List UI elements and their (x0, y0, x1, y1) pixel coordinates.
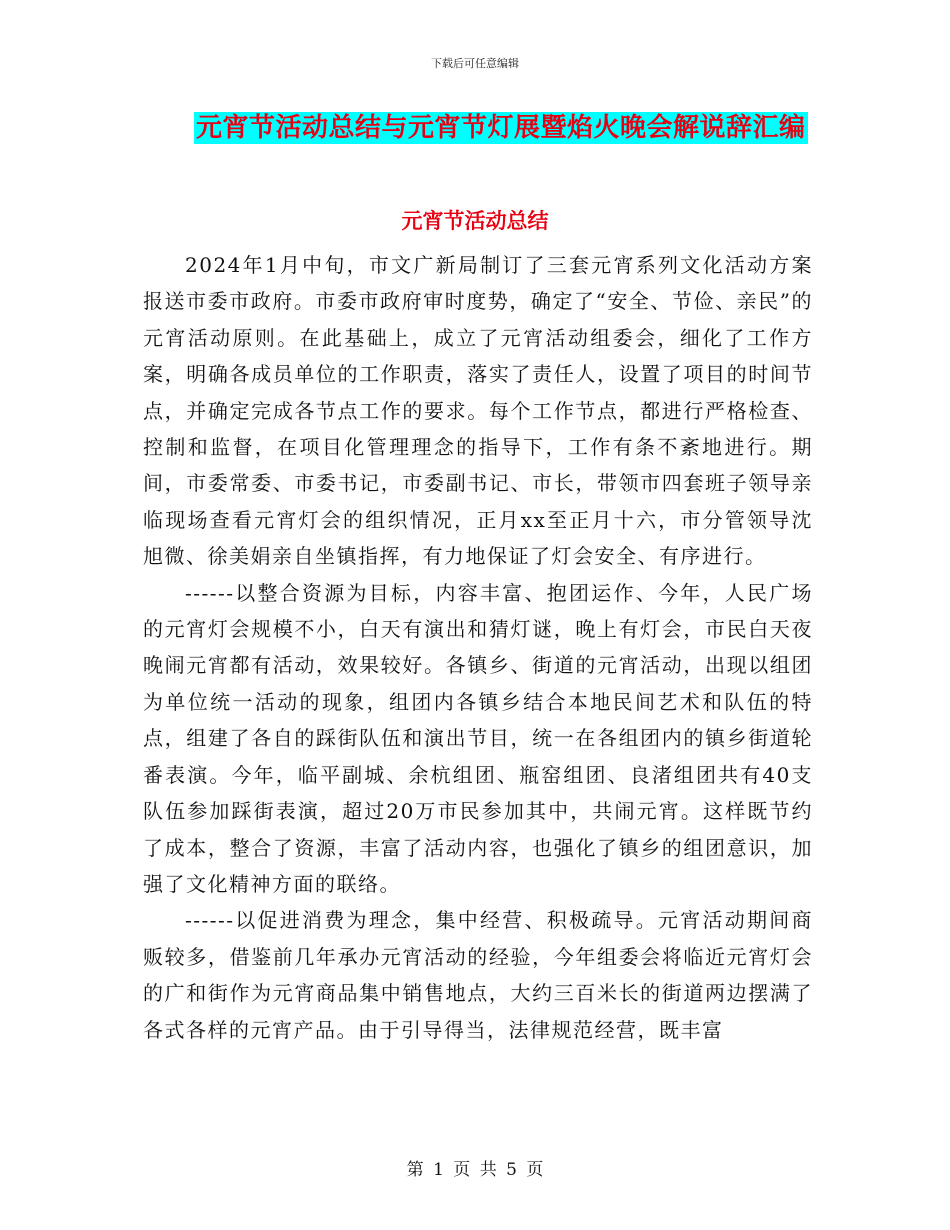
paragraph: ------以整合资源为目标，内容丰富、抱团运作、今年，人民广场的元宵灯会规模不小，白天有演出和猜灯谜，晚上有灯会，市民白天夜晚闹元宵都有活动，效果较好。各镇乡、街道的元宵活动，出现以组团为单位统一活动的现象，组团内各镇乡结合本地民间艺术和队伍的特点，组建了各自的踩街队伍和演出节目，统一在各组团内的镇乡街道轮番表演。今年，临平副城、余杭组团、瓶窑组团、良渚组团共有40支队伍参加踩街表演，超过20万市民参加其中，共闹元宵。这样既节约了成本，整合了资源，丰富了活动内容，也强化了镇乡的组团意识，加强了文化精神方面的联络。 (143, 580, 813, 896)
document-title: 元宵节活动总结与元宵节灯展暨焰火晚会解说辞汇编 (196, 113, 806, 143)
paragraph: ------以促进消费为理念，集中经营、积极疏导。元宵活动期间商贩较多，借鉴前几年承办元宵活动的经验，今年组委会将临近元宵灯会的广和街作为元宵商品集中销售地点，大约三百米长的街道两边摆满了各式各样的元宵产品。由于引导得当，法律规范经营，既丰富 (143, 908, 813, 1042)
page-footer: 第 1 页 共 5 页 (406, 1160, 544, 1180)
page-header-note: 下载后可任意编辑 (431, 57, 519, 70)
paragraph: 2024年1月中旬，市文广新局制订了三套元宵系列文化活动方案报送市委市政府。市委市政府审时度势，确定了“安全、节俭、亲民”的元宵活动原则。在此基础上，成立了元宵活动组委会，细化了工作方案，明确各成员单位的工作职责，落实了责任人，设置了项目的时间节点，并确定完成各节点工作的要求。每个工作节点，都进行严格检查、控制和监督，在项目化管理理念的指导下，工作有条不紊地进行。期间，市委常委、市委书记，市委副书记、市长，带领市四套班子领导亲临现场查看元宵灯会的组织情况，正月xx至正月十六，市分管领导沈旭微、徐美娟亲自坐镇指挥，有力地保证了灯会安全、有序进行。 (143, 253, 813, 569)
section-heading: 元宵节活动总结 (401, 209, 549, 233)
body-text (143, 247, 813, 1048)
